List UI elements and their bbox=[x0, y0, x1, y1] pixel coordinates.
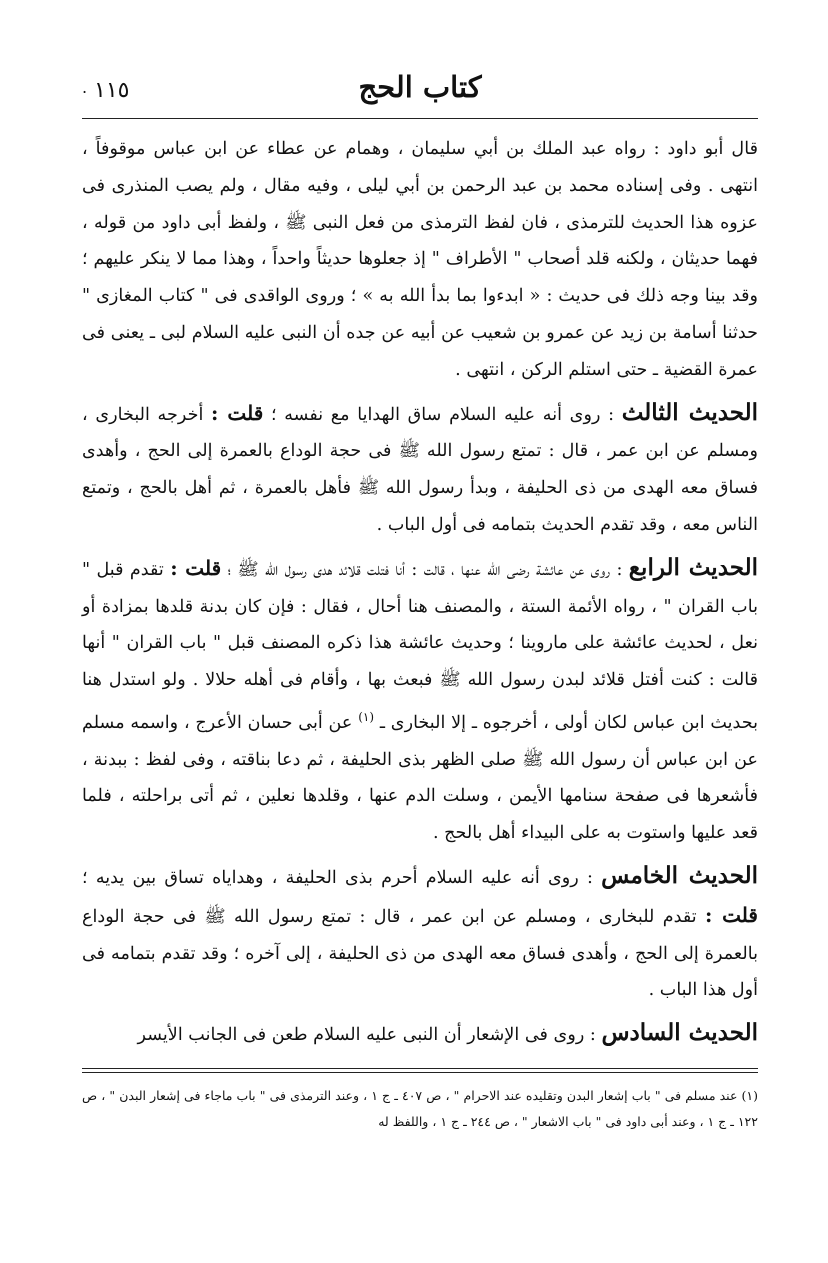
page-header bbox=[82, 60, 758, 119]
hadith-title: الحديث الثالث bbox=[621, 398, 759, 426]
paragraph-text: قال أبو داود : رواه عبد الملك بن أبي سليمان ، وهمام عن عطاء عن ابن عباس موقوفاً ، انتهى . وفى إسناده محمد بن عبد الرحمن بن أبي ليلى ، وفيه مقال ، ولم يصب المنذرى فى عزوه هذا الحديث للترمذى ، فان لفظ الترمذى من فعل النبى ﷺ ، ولفظ أبى داود من قوله ، فهما حديثان ، ولكنه قلد أصحاب " الأطراف " إذ جعلوها حديثاً واحداً ، وهذا مما لا ينكر عليهم ؛ وقد بينا وجه ذلك فى حديث : « ابدءوا بما بدأ الله به » ؛ وروى الواقدى فى " كتاب المغازى " حدثنا أسامة بن زيد عن عمرو بن شعيب عن أبيه عن جده أن النبى عليه السلام لبى ـ يعنى فى عمرة القضية ـ حتى استلم الركن ، انتهى . bbox=[82, 139, 758, 380]
hadith-commentary: تقدم قبل " باب القران " ، رواه الأئمة الستة ، والمصنف هنا أحال ، فقال : فإن كان بدنة قلدها بمزادة أو نعل ، لحديث عائشة على ماروينا ؛ وحديث عائشة هذا ذكره المصنف قبل " باب القران " أنها قالت : كنت أفتل قلائد لبدن رسول الله ﷺ فبعث بها ، وأقام فى أهله حلالا . ولو استدل هنا بحديث ابن عباس لكان أولى ، أخرجوه ـ إلا البخارى ـ bbox=[82, 559, 759, 733]
paragraph-hadith-6 bbox=[82, 1015, 758, 1054]
qult-label: قلت : bbox=[211, 400, 264, 425]
page-number: ١١٥ bbox=[94, 78, 130, 103]
footnote-reference[interactable]: (١) bbox=[358, 709, 375, 724]
hadith-commentary: تقدم للبخارى ، ومسلم عن ابن عمر ، قال : تمتع رسول الله ﷺ فى حجة الوداع بالعمرة إلى الحج ، وأهدى فساق معه الهدى من ذى الحليفة ، إلى آخره ؛ وقد تقدم بتمامه فى أول هذا الباب . bbox=[82, 906, 758, 1001]
hadith-text: : روى أنه عليه السلام ساق الهدايا مع نفسه ؛ bbox=[270, 404, 615, 425]
paragraph-intro bbox=[82, 131, 758, 389]
hadith-title: الحديث الرابع bbox=[628, 553, 759, 581]
hadith-text: : روى فى الإشعار أن النبى عليه السلام طعن فى الجانب الأيسر bbox=[137, 1025, 596, 1046]
hadith-title: الحديث الخامس bbox=[601, 862, 758, 889]
paragraph-hadith-4 bbox=[82, 550, 758, 852]
qult-label: قلت : bbox=[170, 555, 222, 580]
paragraph-hadith-5 bbox=[82, 858, 758, 1009]
hadith-commentary-continued: عن أبى حسان الأعرج ، واسمه مسلم عن ابن عباس أن رسول الله ﷺ صلى الظهر بذى الحليفة ، ثم دعا بناقته ، وفى لفظ : ببدنة ، فأشعرها فى صفحة سنامها الأيمن ، وسلت الدم عنها ، وقلدها نعلين ، ثم أتى براحلته ، فلما قعد عليها واستوت به على البيداء أهل بالحج . bbox=[82, 712, 758, 844]
main-text bbox=[82, 131, 758, 1054]
footnotes bbox=[82, 1083, 758, 1135]
hadith-commentary: أخرجه البخارى ، ومسلم عن ابن عمر ، قال : تمتع رسول الله ﷺ فى حجة الوداع بالعمرة إلى الحج ، وأهدى فساق معه الهدى من ذى الحليفة ، وبدأ رسول الله ﷺ فأهل بالعمرة ، ثم أهل بالحج ، وتمتع الناس معه ، وقد تقدم الحديث بتمامه فى أول الباب . bbox=[82, 404, 758, 535]
hadith-title: الحديث السادس bbox=[601, 1019, 758, 1047]
footnote-divider bbox=[82, 1068, 758, 1073]
hadith-text: : روى أنه عليه السلام أحرم بذى الحليفة ، وهداياه تساق بين يديه ؛ bbox=[82, 868, 593, 888]
paragraph-hadith-3 bbox=[82, 395, 758, 544]
book-page bbox=[82, 60, 758, 1200]
hadith-text: : روى عن عائشة رضى الله عنها ، قالت : أنا فتلت قلائد هدى رسول الله ﷺ ؛ bbox=[227, 559, 623, 580]
footnote-item: (١) عند مسلم فى " باب إشعار البدن وتقليده عند الاحرام " ، ص ٤٠٧ ـ ج ١ ، وعند الترمذى فى " باب ماجاء فى إشعار البدن " ، ص ١٢٢ ـ ج ١ ، وعند أبى داود فى " باب الاشعار " ، ص ٢٤٤ ـ ج ١ ، واللفظ له bbox=[82, 1087, 758, 1129]
page-title: كتاب الحج bbox=[358, 70, 482, 104]
qult-label: قلت : bbox=[705, 902, 758, 927]
header-mark: . bbox=[82, 78, 88, 97]
